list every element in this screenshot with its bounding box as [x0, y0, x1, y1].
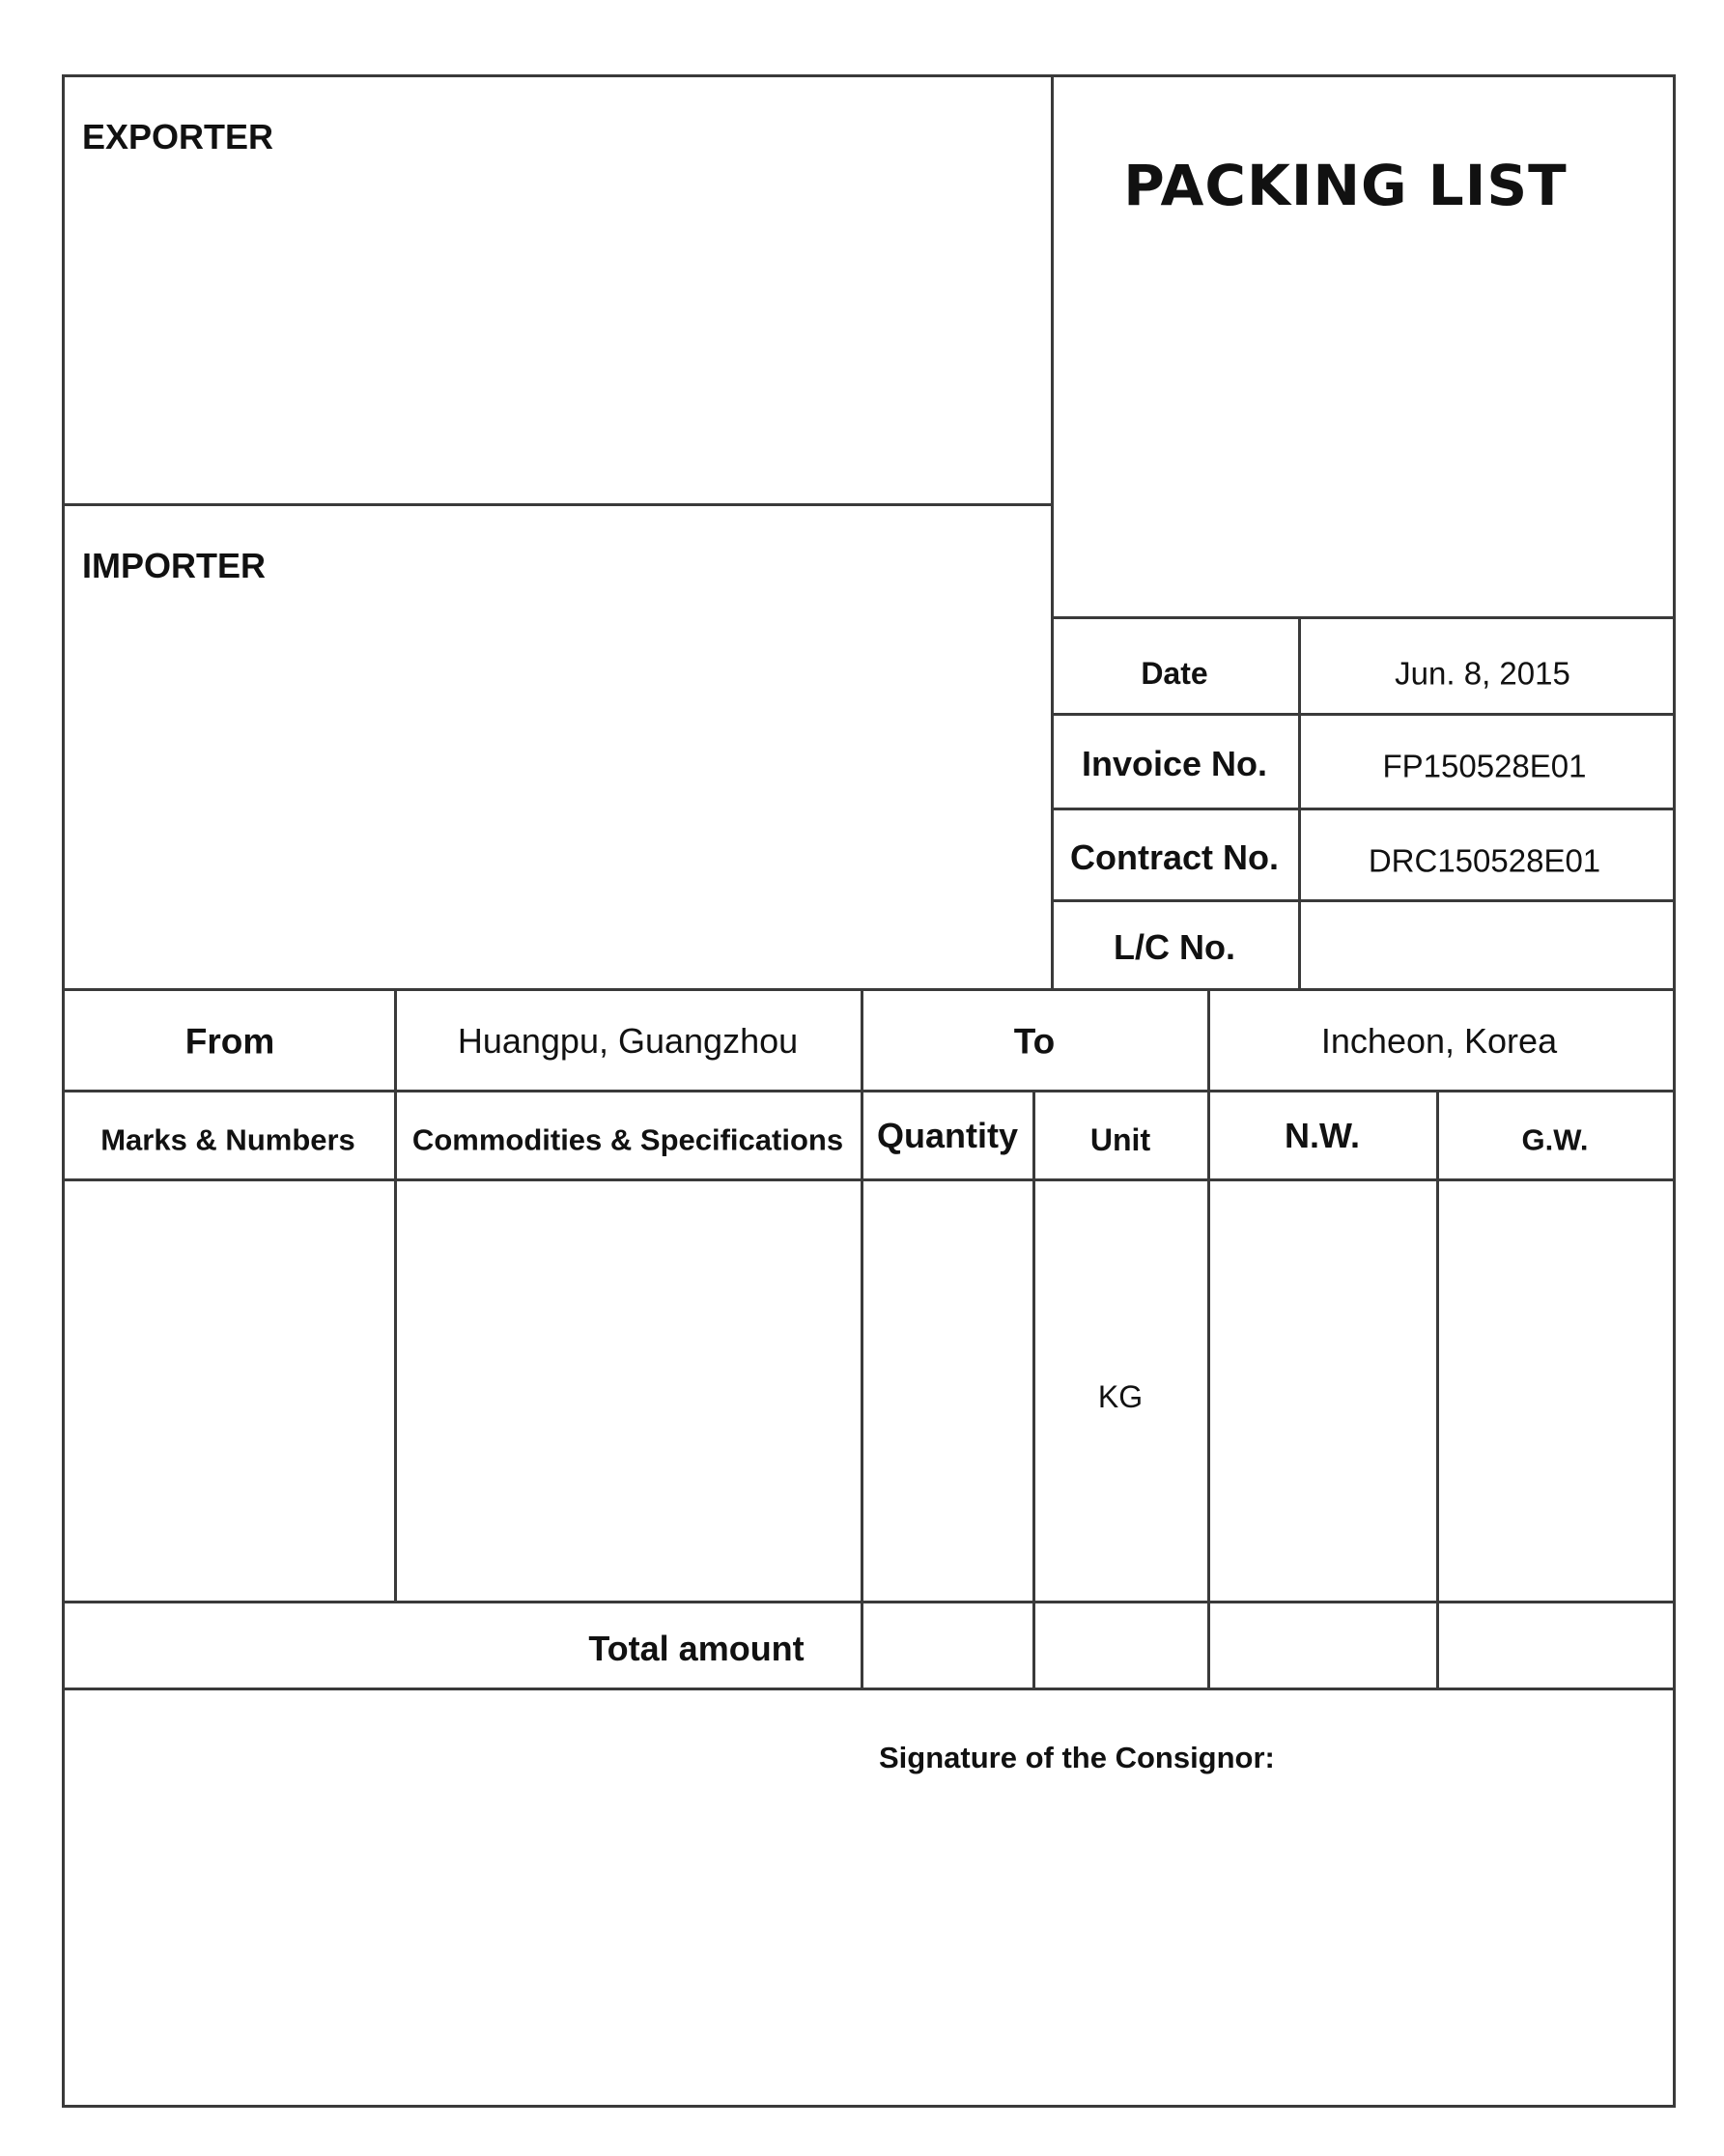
header-unit: Unit	[1089, 1122, 1151, 1157]
divider-title-meta	[1051, 616, 1676, 619]
divider-route-2	[861, 988, 863, 1689]
from-value: Huangpu, Guangzhou	[457, 1021, 799, 1061]
invoice-label: Invoice No.	[1081, 744, 1268, 783]
date-label: Date	[1141, 656, 1208, 691]
importer-label: IMPORTER	[82, 546, 267, 585]
header-gw: G.W.	[1521, 1122, 1589, 1157]
date-value: Jun. 8, 2015	[1395, 655, 1570, 692]
header-marks: Marks & Numbers	[100, 1122, 355, 1157]
page-title: PACKING LIST	[1123, 153, 1568, 218]
divider-meta-columns	[1298, 616, 1301, 990]
divider-date-invoice	[1051, 713, 1676, 716]
divider-quantity-unit	[1032, 1090, 1035, 1689]
border-bottom	[62, 2105, 1676, 2108]
divider-body-total	[62, 1601, 1676, 1603]
lc-label: L/C No.	[1114, 927, 1235, 967]
contract-label: Contract No.	[1070, 837, 1279, 877]
exporter-label: EXPORTER	[82, 117, 274, 156]
signature-label: Signature of the Consignor:	[879, 1741, 1275, 1774]
divider-total-signature	[62, 1688, 1676, 1690]
divider-route-header	[62, 1090, 1676, 1092]
divider-top-vertical	[1051, 74, 1054, 990]
divider-nw-gw	[1436, 1090, 1439, 1689]
divider-header-body	[62, 1178, 1676, 1181]
divider-contract-lc	[1051, 899, 1676, 902]
to-value: Incheon, Korea	[1320, 1021, 1558, 1061]
divider-exporter-importer	[62, 503, 1053, 506]
total-label: Total amount	[588, 1629, 805, 1668]
divider-top-route	[62, 988, 1676, 991]
divider-route-3	[1207, 988, 1210, 1689]
to-label: To	[1013, 1021, 1056, 1062]
header-quantity: Quantity	[876, 1116, 1019, 1155]
from-label: From	[184, 1021, 275, 1062]
header-commodities: Commodities & Specifications	[411, 1122, 844, 1157]
border-top	[62, 74, 1676, 77]
invoice-value: FP150528E01	[1382, 748, 1587, 784]
divider-route-1	[394, 988, 397, 1601]
divider-invoice-contract	[1051, 808, 1676, 810]
header-nw: N.W.	[1285, 1116, 1360, 1155]
cell-unit: KG	[1097, 1379, 1144, 1414]
contract-value: DRC150528E01	[1368, 842, 1601, 879]
